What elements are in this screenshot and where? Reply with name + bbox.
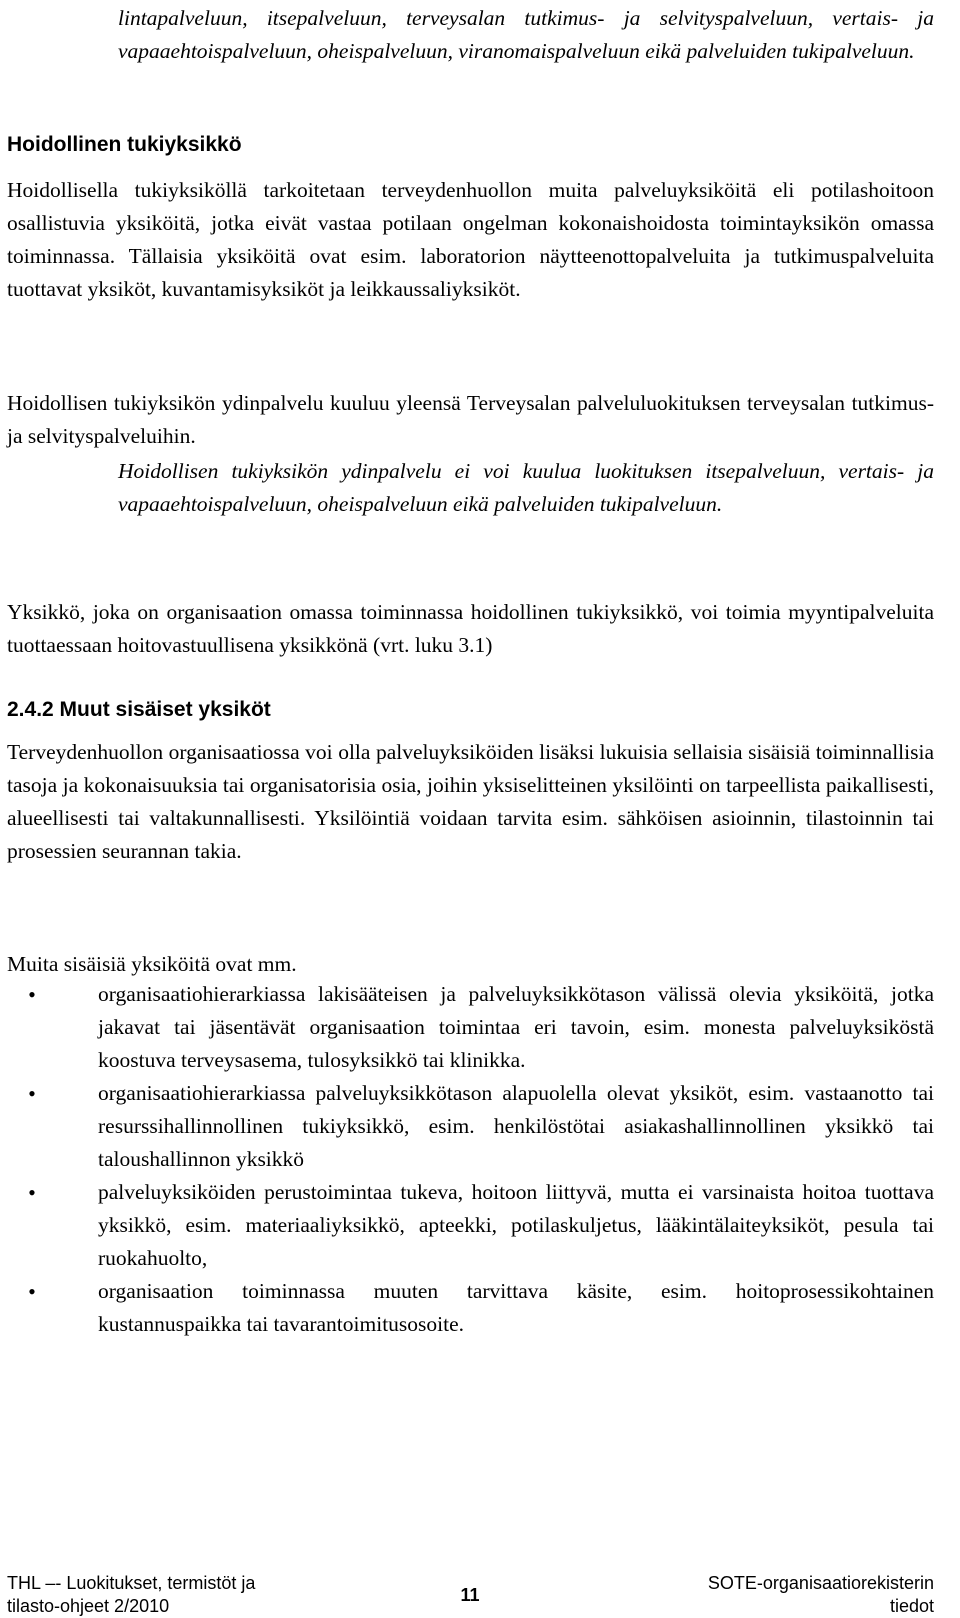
paragraph-myyntipalvelut: Yksikkö, joka on organisaation omassa toiminnassa hoidollinen tukiyksikkö, voi toimia myyntipalveluita tuottaessaan hoitovastuullisena yksikkönä (vrt. luku 3.1): [7, 600, 934, 657]
footer-left: [7, 1572, 337, 1618]
list-item: • palveluyksiköiden perustoimintaa tukeva, hoitoon liittyvä, mutta ei varsinaista hoitoa tuottava yksikkö, esim. materiaaliyksikkö, apteekki, potilaskuljetus, lääkintälaiteyksiköt, pesula tai ruokahuolto,: [0, 1176, 934, 1275]
paragraph-tukiyksikko-definition: Hoidollisella tukiyksiköllä tarkoitetaan terveydenhuollon muita palveluyksiköitä eli potilashoitoon osallistuvia yksiköitä, jotka eivät vastaa potilaan ongelman kokonaishoidosta toimintayksikön omassa toiminnassa. Tällaisia yksiköitä ovat esim. laboratorion näytteenottopalveluita ja tutkimuspalveluita tuottavat yksiköt, kuvantamisyksiköt ja leikkaussaliyksiköt.: [7, 178, 934, 301]
paragraph-ydinpalvelu: Hoidollisen tukiyksikön ydinpalvelu kuuluu yleensä Terveysalan palveluluokituksen terveysalan tutkimus- ja selvityspalveluihin.: [7, 391, 934, 448]
paragraph-muita-sisaisia: Muita sisäisiä yksiköitä ovat mm.: [7, 952, 297, 976]
section-heading-2-4-2: 2.4.2 Muut sisäiset yksiköt: [7, 698, 271, 721]
list-item: • organisaatiohierarkiassa lakisääteisen ja palveluyksikkötason välissä olevia yksiköitä, jotka jakavat tai jäsentävät organisaation toimintaa eri tavoin, esim. monesta palveluyksiköstä koostuva terveysasema, tulosyksikkö tai klinikka.: [0, 978, 934, 1077]
heading-hoidollinen-tukiyksikko: Hoidollinen tukiyksikkö: [7, 133, 242, 156]
footer-title-line2: tiedot: [889, 1596, 934, 1616]
list-item: • organisaatiohierarkiassa palveluyksikkötason alapuolella olevat yksiköt, esim. vastaanotto tai resurssihallinnollinen tukiyksikkö, esim. henkilöstötai asiakashallinnollinen yksikkö tai taloushallinnon yksikkö: [0, 1077, 934, 1176]
bullet-list: [0, 978, 934, 1341]
bullet-icon: •: [28, 1081, 36, 1106]
footer-publication-line2: tilasto-ohjeet 2/2010: [7, 1596, 170, 1616]
bullet-icon: •: [28, 1180, 36, 1205]
paragraph-muut-sisaiset: Terveydenhuollon organisaatiossa voi olla palveluyksiköiden lisäksi lukuisia sellaisia sisäisiä toiminnallisia tasoja ja kokonaisuuksia tai organisatorisia osia, joihin yksiselitteinen yksilöinti on tarpeellista paikallisesti, alueellisesti tai valtakunnallisesti. Yksilöintiä voidaan tarvita esim. sähköisen asioinnin, tilastoinnin tai prosessien seurannan takia.: [7, 740, 934, 863]
page-number: 11: [460, 1585, 480, 1605]
footer-right: [634, 1572, 934, 1618]
paragraph-ydinpalvelu-italic: Hoidollisen tukiyksikön ydinpalvelu ei voi kuulua luokituksen itsepalveluun, vertais- ja vapaaehtoispalveluun, oheispalveluun eikä palveluiden tukipalveluun.: [118, 459, 934, 516]
footer-publication-line1: THL –- Luokitukset, termistöt ja: [7, 1573, 256, 1593]
intro-italic-paragraph: lintapalveluun, itsepalveluun, terveysalan tutkimus- ja selvityspalveluun, vertais- ja vapaaehtoispalveluun, oheispalveluun, viranomaispalveluun eikä palveluiden tukipalveluun.: [118, 6, 934, 63]
footer-title-line1: SOTE-organisaatiorekisterin: [707, 1573, 934, 1593]
bullet-icon: •: [28, 1279, 36, 1304]
list-item: • organisaation toiminnassa muuten tarvittava käsite, esim. hoitoprosessikohtainen kustannuspaikka tai tavarantoimitusosoite.: [0, 1275, 934, 1341]
bullet-icon: •: [28, 982, 36, 1007]
